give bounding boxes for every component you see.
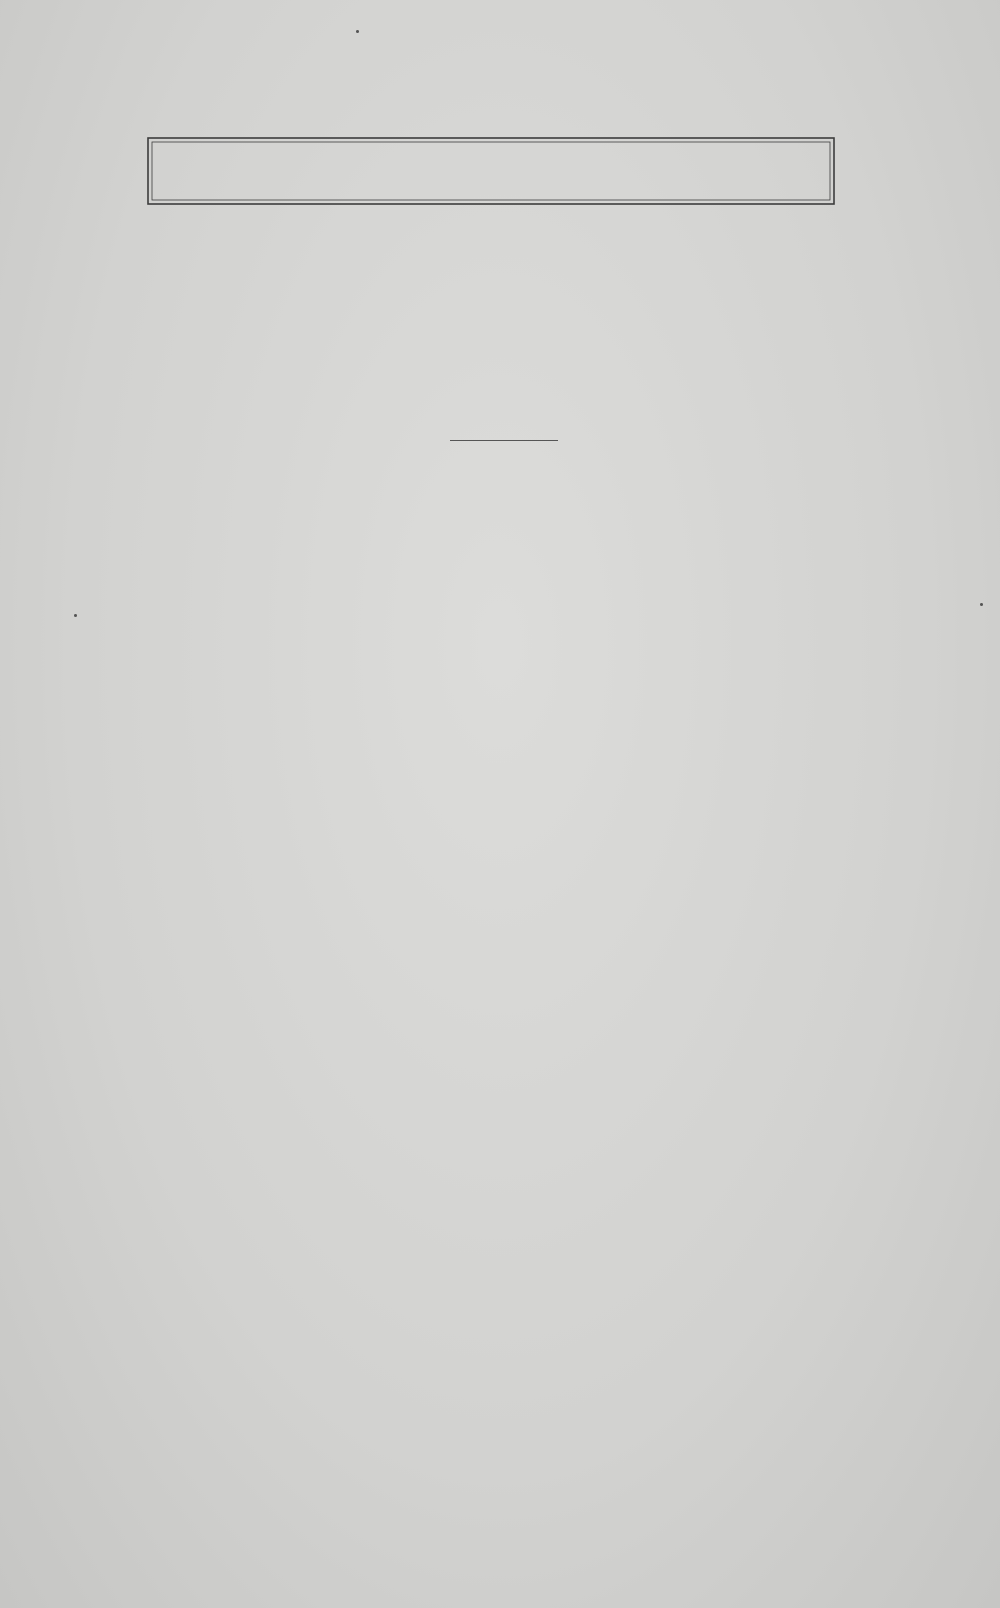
speck bbox=[74, 614, 77, 617]
ornament-inner-frame bbox=[152, 142, 830, 200]
show-through-bleed bbox=[130, 220, 890, 980]
title-rule bbox=[450, 440, 558, 441]
ornament-frame bbox=[148, 138, 834, 204]
speck bbox=[980, 603, 983, 606]
decorative-header-ornament bbox=[132, 112, 852, 228]
speck bbox=[356, 30, 359, 33]
